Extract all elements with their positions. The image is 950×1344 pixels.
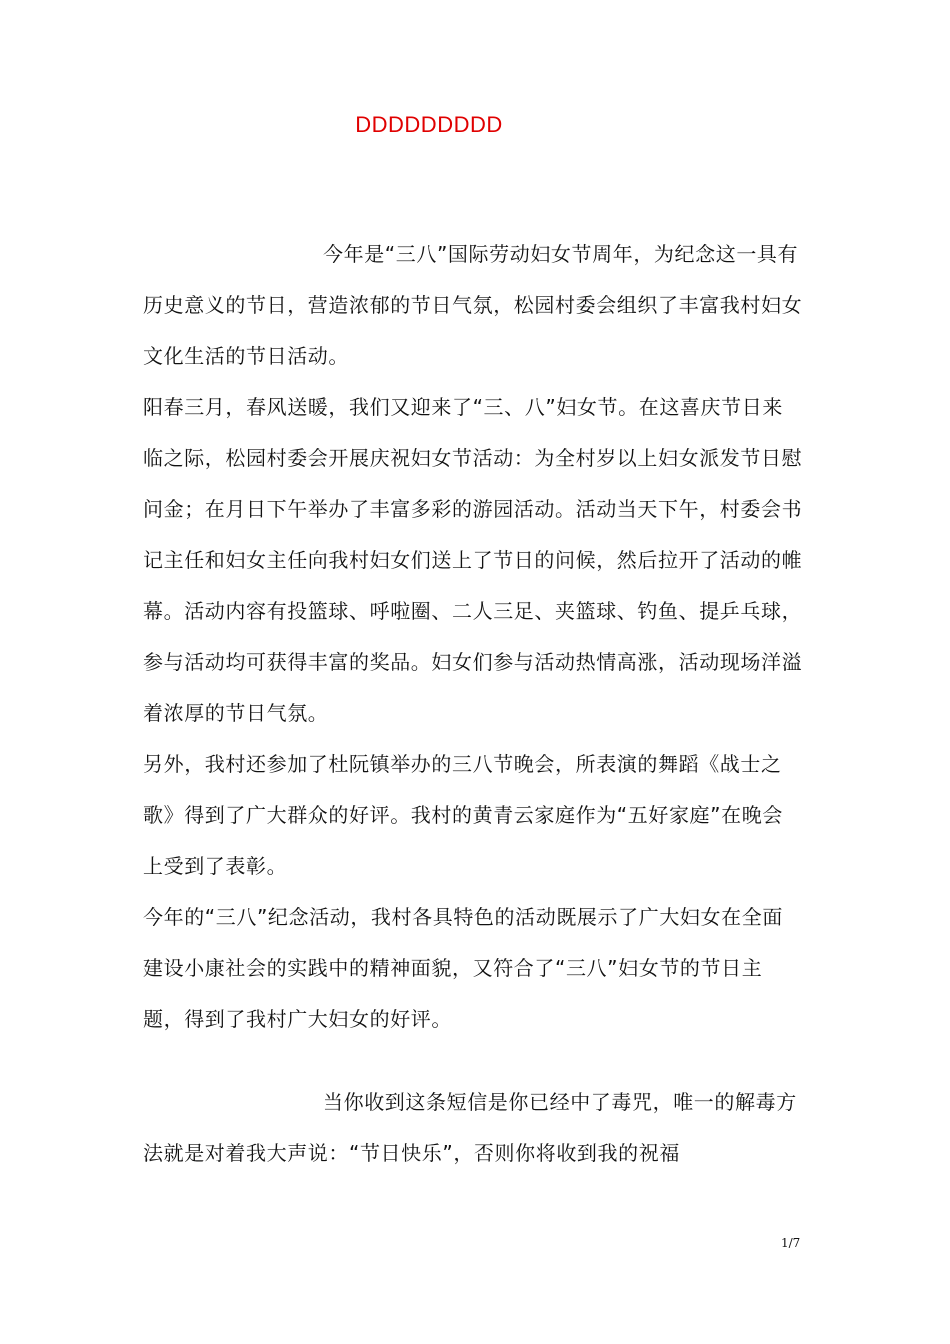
paragraph-summary: 今年的“三八”纪念活动，我村各具特色的活动既展示了广大妇女在全面建设小康社会的实践中的精神面貌，又符合了“三八”妇女节的节日主题，得到了我村广大妇女的好评。 <box>143 905 783 1031</box>
article-body <box>143 229 803 1045</box>
paragraph-intro: 今年是“三八”国际劳动妇女节周年，为纪念这一具有历史意义的节日，营造浓郁的节日气氛，松园村委会组织了丰富我村妇女文化生活的节日活动。 <box>143 242 803 368</box>
greeting-section <box>143 1077 803 1179</box>
page-number: 1/7 <box>781 1236 801 1250</box>
paragraph-activities: 阳春三月，春风送暖，我们又迎来了“三、八”妇女节。在这喜庆节日来临之际，松园村委会开展庆祝妇女节活动：为全村岁以上妇女派发节日慰问金；在月日下午举办了丰富多彩的游园活动。活动当天下午，村委会书记主任和妇女主任向我村妇女们送上了节日的问候，然后拉开了活动的帷幕。活动内容有投篮球、呼啦圈、二人三足、夹篮球、钓鱼、提乒乓球，参与活动均可获得丰富的奖品。妇女们参与活动热情高涨，活动现场洋溢着浓厚的节日气氛。 <box>143 395 803 725</box>
paragraph-evening-show: 另外，我村还参加了杜阮镇举办的三八节晚会，所表演的舞蹈《战士之歌》得到了广大群众的好评。我村的黄青云家庭作为“五好家庭”在晚会上受到了表彰。 <box>143 752 783 878</box>
page-title: DDDDDDDDD <box>355 112 503 137</box>
paragraph-greeting: 当你收到这条短信是你已经中了毒咒，唯一的解毒方法就是对着我大声说：“节日快乐”，否则你将收到我的祝福 <box>143 1090 797 1165</box>
